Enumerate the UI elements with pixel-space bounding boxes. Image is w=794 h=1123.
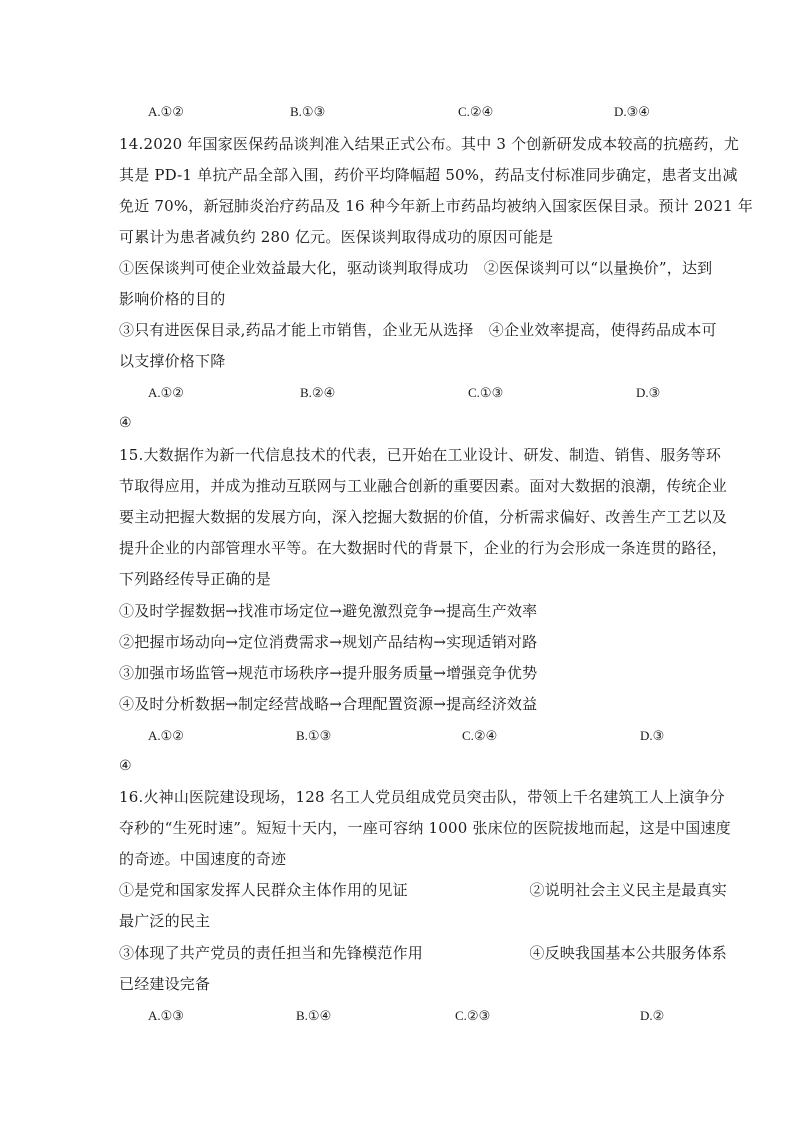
q16-statement-line: ③体现了共产党员的责任担当和先锋模范作用 ④反映我国基本公共服务体系: [119, 944, 728, 962]
q14-statement-line: 影响价格的目的: [119, 290, 226, 308]
q15-statement-line: ④及时分析数据→制定经营战略→合理配置资源→提高经济效益: [119, 695, 538, 713]
q14-option-b: B.②④: [300, 385, 336, 400]
q13-option-c: C.②④: [458, 104, 494, 119]
q15-stem-line: 15.大数据作为新一代信息技术的代表，已开始在工业设计、研发、制造、销售、服务等环: [119, 446, 722, 464]
q15-option-a: A.①②: [148, 728, 184, 743]
q14-statement-line: ③只有进医保目录,药品才能上市销售，企业无从选择 ④企业效率提高，使得药品成本可: [119, 321, 717, 339]
q14-stem-line: 其是 PD-1 单抗产品全部入围，药价平均降幅超 50%，药品支付标准同步确定，患者支出减: [119, 166, 738, 184]
q16-stem-line: 夺秒的“生死时速”。短短十天内，一座可容纳 1000 张床位的医院拔地而起，这是中国速度: [119, 819, 731, 837]
q15-statement-line: ③加强市场监管→规范市场秩序→提升服务质量→增强竞争优势: [119, 664, 538, 682]
q16-statement-line: 最广泛的民主: [119, 912, 211, 930]
q15-stem-line: 下列路经传导正确的是: [119, 570, 272, 588]
q14-statement-line: 以支撑价格下降: [119, 352, 226, 370]
q14-stem-line: 免近 70%，新冠肺炎治疗药品及 16 种今年新上市药品均被纳入国家医保目录。预计 2021 年: [119, 197, 754, 215]
q15-stem-line: 要主动把握大数据的发展方向，深入挖掘大数据的价值，分析需求偏好、改善生产工艺以及: [119, 508, 728, 526]
q13-option-a: A.①②: [148, 104, 184, 119]
q13-option-d: D.③④: [614, 104, 650, 119]
q15-stem-line: 节取得应用，并成为推动互联网与工业融合创新的重要因素。面对大数据的浪潮，传统企业: [119, 477, 728, 495]
q15-statement-line: ②把握市场动向→定位消费需求→规划产品结构→实现适销对路: [119, 633, 538, 651]
q15-option-d: D.③: [640, 728, 665, 743]
q16-option-d: D.②: [640, 1008, 665, 1023]
q16-statement-line: 已经建设完备: [119, 975, 211, 993]
q16-option-b: B.①④: [296, 1008, 332, 1023]
q14-statement-line: ①医保谈判可使企业效益最大化，驱动谈判取得成功 ②医保谈判可以“以量换价”，达到: [119, 259, 713, 277]
q14-option-a: A.①②: [148, 385, 184, 400]
q15-option-c: C.②④: [462, 728, 498, 743]
q13-option-b: B.①③: [290, 104, 326, 119]
q15-stem-line: 提升企业的内部管理水平等。在大数据时代的背景下，企业的行为会形成一条连贯的路径，: [119, 539, 728, 557]
q16-stem-line: 16.火神山医院建设现场，128 名工人党员组成党员突击队，带领上千名建筑工人上演争分: [119, 788, 725, 806]
q16-stem-line: 的奇迹。中国速度的奇迹: [119, 850, 287, 868]
q15-statement-line: ①及时学握数据→找准市场定位→避免激烈竞争→提高生产效率: [119, 602, 538, 620]
q14-option-d-continued: ④: [119, 416, 132, 431]
q16-statement-line: ①是党和国家发挥人民群众主体作用的见证 ②说明社会主义民主是最真实: [119, 881, 728, 899]
q15-option-d-continued: ④: [119, 759, 132, 774]
q16-option-a: A.①③: [148, 1008, 184, 1023]
q14-stem-line: 14.2020 年国家医保药品谈判准入结果正式公布。其中 3 个创新研发成本较高的抗癌药，尤: [119, 135, 740, 153]
q15-option-b: B.①③: [296, 728, 332, 743]
q14-stem-line: 可累计为患者减负约 280 亿元。医保谈判取得成功的原因可能是: [119, 228, 554, 246]
q14-option-c: C.①③: [468, 385, 504, 400]
q16-option-c: C.②③: [455, 1008, 491, 1023]
q14-option-d: D.③: [636, 385, 661, 400]
